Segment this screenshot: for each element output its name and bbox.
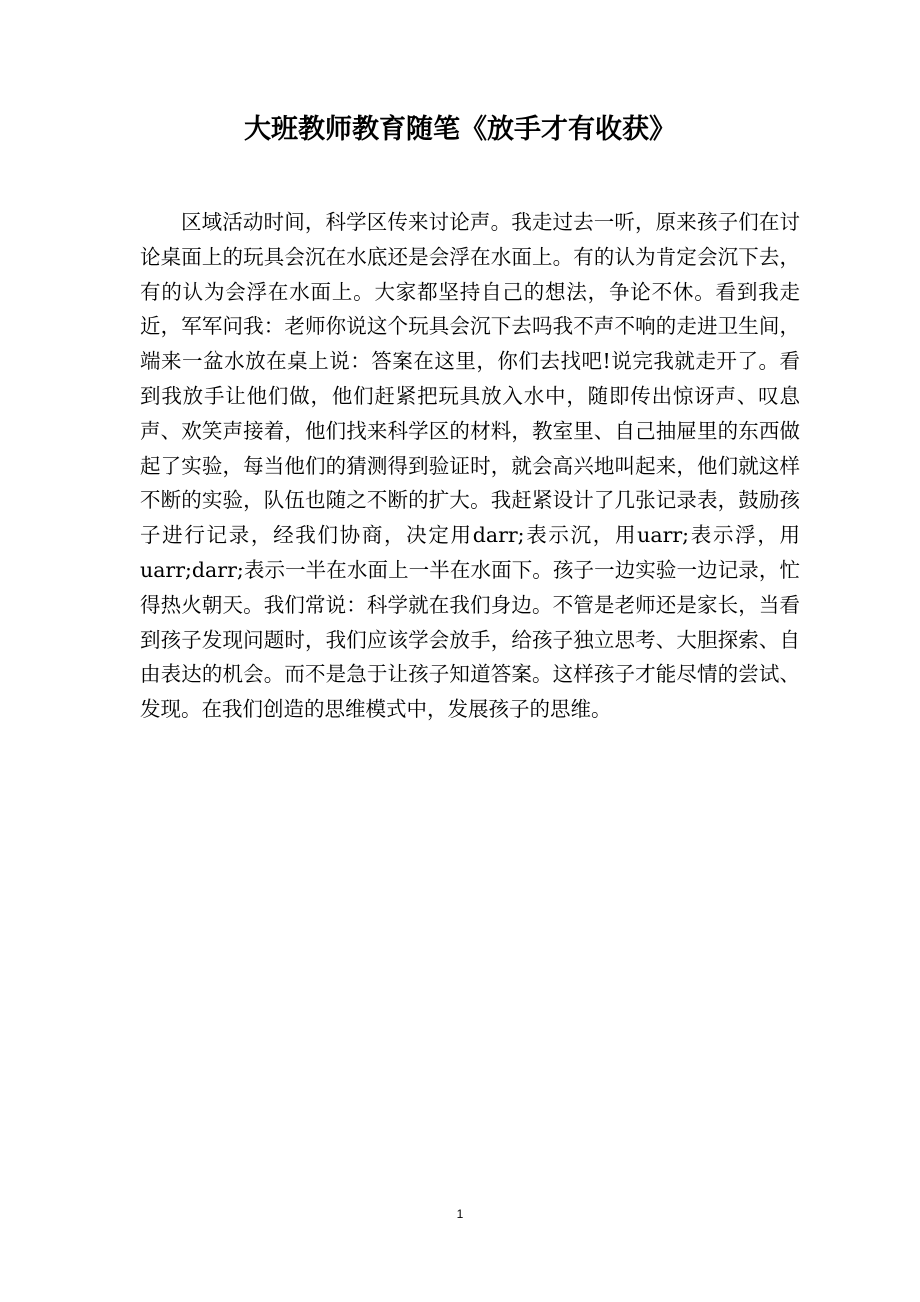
page-number: 1 bbox=[456, 1207, 464, 1221]
body-paragraph: 区域活动时间，科学区传来讨论声。我走过去一听，原来孩子们在讨论桌面上的玩具会沉在水底还是会浮在水面上。有的认为肯定会沉下去，有的认为会浮在水面上。大家都坚持自己的想法，争论不休。看到我走近，军军问我：老师你说这个玩具会沉下去吗我不声不响的走进卫生间，端来一盆水放在桌上说：答案在这里，你们去找吧!说完我就走开了。看到我放手让他们做，他们赶紧把玩具放入水中，随即传出惊讶声、叹息声、欢笑声接着，他们找来科学区的材料，教室里、自己抽屉里的东西做起了实验，每当他们的猜测得到验证时，就会高兴地叫起来，他们就这样不断的实验，队伍也随之不断的扩大。我赶紧设计了几张记录表，鼓励孩子进行记录，经我们协商，决定用darr;表示沉，用uarr;表示浮，用uarr;darr;表示一半在水面上一半在水面下。孩子一边实验一边记录，忙得热火朝天。我们常说：科学就在我们身边。不管是老师还是家长，当看到孩子发现问题时，我们应该学会放手，给孩子独立思考、大胆探索、自由表达的机会。而不是急于让孩子知道答案。这样孩子才能尽情的尝试、发现。在我们创造的思维模式中，发展孩子的思维。 bbox=[140, 210, 800, 722]
document-title: 大班教师教育随笔《放手才有收获》 bbox=[244, 114, 676, 145]
